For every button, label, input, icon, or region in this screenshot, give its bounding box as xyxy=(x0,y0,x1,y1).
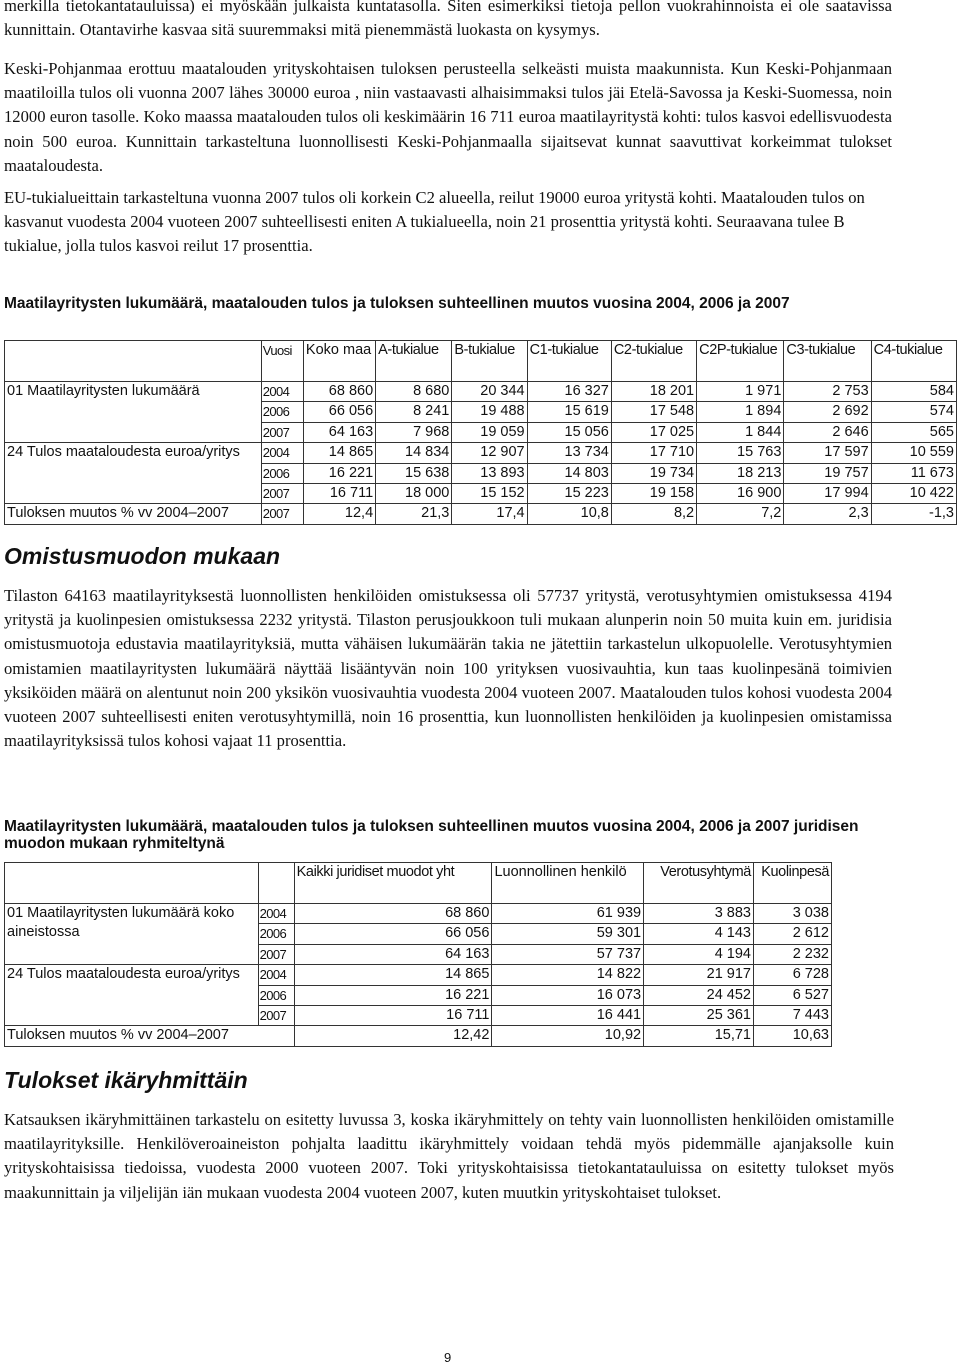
table-cell: 11 673 xyxy=(871,463,956,483)
legal-form-table xyxy=(4,862,832,1047)
table-cell: 565 xyxy=(871,422,956,442)
table-header: C1-tukialue xyxy=(527,341,611,382)
row-group-label: 01 Maatilayritysten lukumäärä koko aineistossa xyxy=(5,904,259,965)
table-cell: 15 152 xyxy=(452,483,527,503)
table-cell: 1 971 xyxy=(697,382,784,402)
table-cell: 13 893 xyxy=(452,463,527,483)
table-cell: 10,8 xyxy=(527,504,611,524)
table-cell: 14 822 xyxy=(492,965,644,985)
table-cell: 12,4 xyxy=(303,504,375,524)
table-cell xyxy=(5,863,259,904)
table-cell: 10 559 xyxy=(871,443,956,463)
table-cell: 57 737 xyxy=(492,944,644,964)
table-cell: 4 194 xyxy=(644,944,754,964)
table2-title: Maatilayritysten lukumäärä, maatalouden tulos ja tuloksen suhteellinen muutos vuosina 2004, 2006 ja 2007 juridisen muodon mukaan ryhmiteltynä xyxy=(4,818,859,852)
table-header: C2-tukialue xyxy=(611,341,696,382)
table-cell: 15 763 xyxy=(697,443,784,463)
table-cell: 16 221 xyxy=(294,985,492,1005)
table-cell: 17 597 xyxy=(784,443,871,463)
table-cell: 61 939 xyxy=(492,904,644,924)
table-cell: 10,63 xyxy=(753,1026,831,1046)
year-cell: 2004 xyxy=(258,904,294,924)
table-cell: 16 711 xyxy=(294,1005,492,1025)
section-heading-ownership: Omistusmuodon mukaan xyxy=(4,543,281,569)
table-cell: 16 073 xyxy=(492,985,644,1005)
table-cell: 12 907 xyxy=(452,443,527,463)
table-cell: 2,3 xyxy=(784,504,871,524)
table-cell: 21 917 xyxy=(644,965,754,985)
row-group-label: Tuloksen muutos % vv 2004–2007 xyxy=(5,504,262,524)
table-cell: 12,42 xyxy=(294,1026,492,1046)
table-cell: 6 728 xyxy=(753,965,831,985)
table-cell: 2 692 xyxy=(784,402,871,422)
table-cell: 19 734 xyxy=(611,463,696,483)
year-cell: 2004 xyxy=(261,443,303,463)
table-header: Kuolinpesä xyxy=(753,863,831,904)
table-cell: 21,3 xyxy=(376,504,452,524)
table-cell: 59 301 xyxy=(492,924,644,944)
table-cell: 3 038 xyxy=(753,904,831,924)
table-cell: 18 000 xyxy=(376,483,452,503)
table-cell: 15 223 xyxy=(527,483,611,503)
table-cell: 25 361 xyxy=(644,1005,754,1025)
table-header: A-tukialue xyxy=(376,341,452,382)
year-cell: 2007 xyxy=(261,422,303,442)
table-row xyxy=(5,1026,832,1046)
table1-title: Maatilayritysten lukumäärä, maatalouden tulos ja tuloksen suhteellinen muutos vuosina 2004, 2006 ja 2007 xyxy=(4,295,790,312)
year-cell: 2006 xyxy=(261,463,303,483)
table-cell: 1 894 xyxy=(697,402,784,422)
table-cell: 584 xyxy=(871,382,956,402)
table-row xyxy=(5,382,957,402)
table-cell: 2 646 xyxy=(784,422,871,442)
table-cell: 10,92 xyxy=(492,1026,644,1046)
table-cell: 3 883 xyxy=(644,904,754,924)
table-cell: 8,2 xyxy=(611,504,696,524)
table-cell: 4 143 xyxy=(644,924,754,944)
table-cell: 19 757 xyxy=(784,463,871,483)
table-cell: 18 201 xyxy=(611,382,696,402)
table-cell: -1,3 xyxy=(871,504,956,524)
table-cell: 2 232 xyxy=(753,944,831,964)
page-number: 9 xyxy=(444,1350,452,1365)
table-cell: 6 527 xyxy=(753,985,831,1005)
table-header: Luonnollinen henkilö xyxy=(492,863,644,904)
table-cell: 17 025 xyxy=(611,422,696,442)
regional-table xyxy=(4,340,957,525)
table-cell: 18 213 xyxy=(697,463,784,483)
table-cell: 64 163 xyxy=(294,944,492,964)
table-header: C4-tukialue xyxy=(871,341,956,382)
table-cell: 19 158 xyxy=(611,483,696,503)
table-cell xyxy=(258,863,294,904)
table-cell: 17,4 xyxy=(452,504,527,524)
table-cell: 19 059 xyxy=(452,422,527,442)
row-group-label: Tuloksen muutos % vv 2004–2007 xyxy=(5,1026,295,1046)
table-header-row xyxy=(5,341,957,382)
paragraph-eu-tukialueet: EU-tukialueittain tarkasteltuna vuonna 2007 tulos oli korkein C2 alueella, reilut 19000 euroa yritystä kohti. Maatalouden tulos on kasvanut vuodesta 2004 vuoteen 2007 suhteellisesti eniten A tukialueella, noin 21 prosenttia yritystä kohti. Seuraavana tulee B tukialue, jolla tulos kasvoi reilut 17 prosenttia. xyxy=(4,188,865,256)
year-cell: 2007 xyxy=(261,504,303,524)
table-cell: 68 860 xyxy=(294,904,492,924)
row-group-label: 24 Tulos maataloudesta euroa/yritys xyxy=(5,965,259,1026)
table-cell: 2 612 xyxy=(753,924,831,944)
paragraph-age-groups: Katsauksen ikäryhmittäinen tarkastelu on esitetty luvussa 3, koska ikäryhmittely on tehty vain luonnollisten henkilöiden omistamille maatilayrityksille. Henkilöveroaineiston pohjalta laadittu ikäryhmittely voidaan tehdä myös pidemmälle ajanjaksolle kuin yrityskohtaisissa tiedoissa, vuodesta 2000 vuoteen 2007. Toki yrityskohtaisissa tietokantatauluissa on esitetty tulokset myös maakunnittain ja viljelijän iän mukaan vuodesta 2004 vuoteen 2007, kuten muutkin yrityskohtaiset tulokset. xyxy=(4,1110,894,1202)
table-cell: 14 865 xyxy=(294,965,492,985)
paragraph-ownership: Tilaston 64163 maatilayrityksestä luonnollisten henkilöiden omistuksessa oli 57737 yritystä, verotusyhtymien omistuksessa 4194 yritystä ja kuolinpesien omistuksessa 2232 yritystä. Tilaston perusjoukkoon tuli mukaan alunperin noin 50 muita kuin em. juridisia omistusmuotoja edustavia maatilayrityksiä, mutta vähäisen lukumäärän takia ne jätettiin tarkastelun ulkopuolelle. Verotusyhtymien omistamien maatilayritysten lukumäärä näyttää lisääntyvän noin 100 yrityksen vuosivauhtia, kun taas kuolinpesänä toimivien yksiköiden määrä on alentunut noin 200 yksikön vuosivauhtia vuodesta 2004 vuoteen 2007. Maatalouden tulos kohosi vuodesta 2004 vuoteen 2007 suhteellisesti eniten verotusyhtymillä, noin 16 prosenttia, kun luonnollisten henkilöiden ja kuolinpesien omistamissa maatilayrityksissä tulos kohosi vajaat 11 prosenttia. xyxy=(4,586,892,751)
table-header: Kaikki juridiset muodot yht xyxy=(294,863,492,904)
table-cell: 16 221 xyxy=(303,463,375,483)
table-cell: 15 619 xyxy=(527,402,611,422)
table-cell: 7 443 xyxy=(753,1005,831,1025)
table-cell: 64 163 xyxy=(303,422,375,442)
table-header: C2P-tukialue xyxy=(697,341,784,382)
table-cell: 2 753 xyxy=(784,382,871,402)
table-cell: 15,71 xyxy=(644,1026,754,1046)
table-cell: 16 441 xyxy=(492,1005,644,1025)
table-header-row xyxy=(5,863,832,904)
table-cell: 7,2 xyxy=(697,504,784,524)
row-group-label: 01 Maatilayritysten lukumäärä xyxy=(5,382,262,443)
year-cell: 2004 xyxy=(261,382,303,402)
table-cell: 17 710 xyxy=(611,443,696,463)
table-cell: 13 734 xyxy=(527,443,611,463)
table-cell: 16 327 xyxy=(527,382,611,402)
table-cell: 7 968 xyxy=(376,422,452,442)
table-cell: 574 xyxy=(871,402,956,422)
table-row xyxy=(5,904,832,924)
table-header: Vuosi xyxy=(261,341,303,382)
year-cell: 2007 xyxy=(258,944,294,964)
table-cell xyxy=(5,341,262,382)
paragraph-keski-pohjanmaa: Keski-Pohjanmaa erottuu maatalouden yrityskohtaisen tuloksen perusteella selkeästi muista maakunnista. Kun Keski-Pohjanmaan maatiloilla tulos oli vuonna 2007 lähes 30000 euroa , niin vastaavasti alhaisimmaksi tulos jäi Etelä-Savossa ja Keski-Suomessa, noin 12000 euron tasolle. Koko maassa maatalouden tulos oli keskimäärin 16 711 euroa maatilayritystä kohti: tulos kasvoi edellisvuodesta noin 500 euroa. Kunnittain tarkasteltuna luonnollisesti Keski-Pohjanmaalla sijaitsevat kunnat saavuttivat korkeimmat tulokset maataloudesta. xyxy=(4,59,892,175)
table-cell: 16 900 xyxy=(697,483,784,503)
section-heading-age-groups: Tulokset ikäryhmittäin xyxy=(4,1067,248,1093)
table-cell: 17 994 xyxy=(784,483,871,503)
table-cell: 1 844 xyxy=(697,422,784,442)
table-cell: 8 241 xyxy=(376,402,452,422)
row-group-label: 24 Tulos maataloudesta euroa/yritys xyxy=(5,443,262,504)
table-header: C3-tukialue xyxy=(784,341,871,382)
table-cell: 10 422 xyxy=(871,483,956,503)
table-cell: 66 056 xyxy=(294,924,492,944)
table-row xyxy=(5,965,832,985)
table-cell: 66 056 xyxy=(303,402,375,422)
year-cell: 2006 xyxy=(258,924,294,944)
year-cell: 2007 xyxy=(258,1005,294,1025)
table-cell: 68 860 xyxy=(303,382,375,402)
year-cell: 2006 xyxy=(261,402,303,422)
year-cell: 2007 xyxy=(261,483,303,503)
year-cell: 2004 xyxy=(258,965,294,985)
table-cell: 15 638 xyxy=(376,463,452,483)
table-cell: 19 488 xyxy=(452,402,527,422)
table-cell: 8 680 xyxy=(376,382,452,402)
table-cell: 15 056 xyxy=(527,422,611,442)
table-cell: 14 834 xyxy=(376,443,452,463)
year-cell: 2006 xyxy=(258,985,294,1005)
paragraph-intro-fragment: merkilla tietokantatauluissa) ei myöskään julkaista kuntatasolla. Siten esimerkiksi tietoja pellon vuokrahinnoista ei ole saatavissa kunnittain. Otantavirhe kasvaa sitä suuremmaksi mitä pienemmästä luokasta on kysymys. xyxy=(4,0,892,40)
table-header: Verotusyhtymä xyxy=(644,863,754,904)
table-cell: 17 548 xyxy=(611,402,696,422)
table-row xyxy=(5,504,957,524)
table-header: B-tukialue xyxy=(452,341,527,382)
table-cell: 16 711 xyxy=(303,483,375,503)
table-cell: 14 803 xyxy=(527,463,611,483)
table-header: Koko maa xyxy=(303,341,375,382)
table-cell: 24 452 xyxy=(644,985,754,1005)
table-cell: 14 865 xyxy=(303,443,375,463)
table-row xyxy=(5,443,957,463)
table-cell: 20 344 xyxy=(452,382,527,402)
